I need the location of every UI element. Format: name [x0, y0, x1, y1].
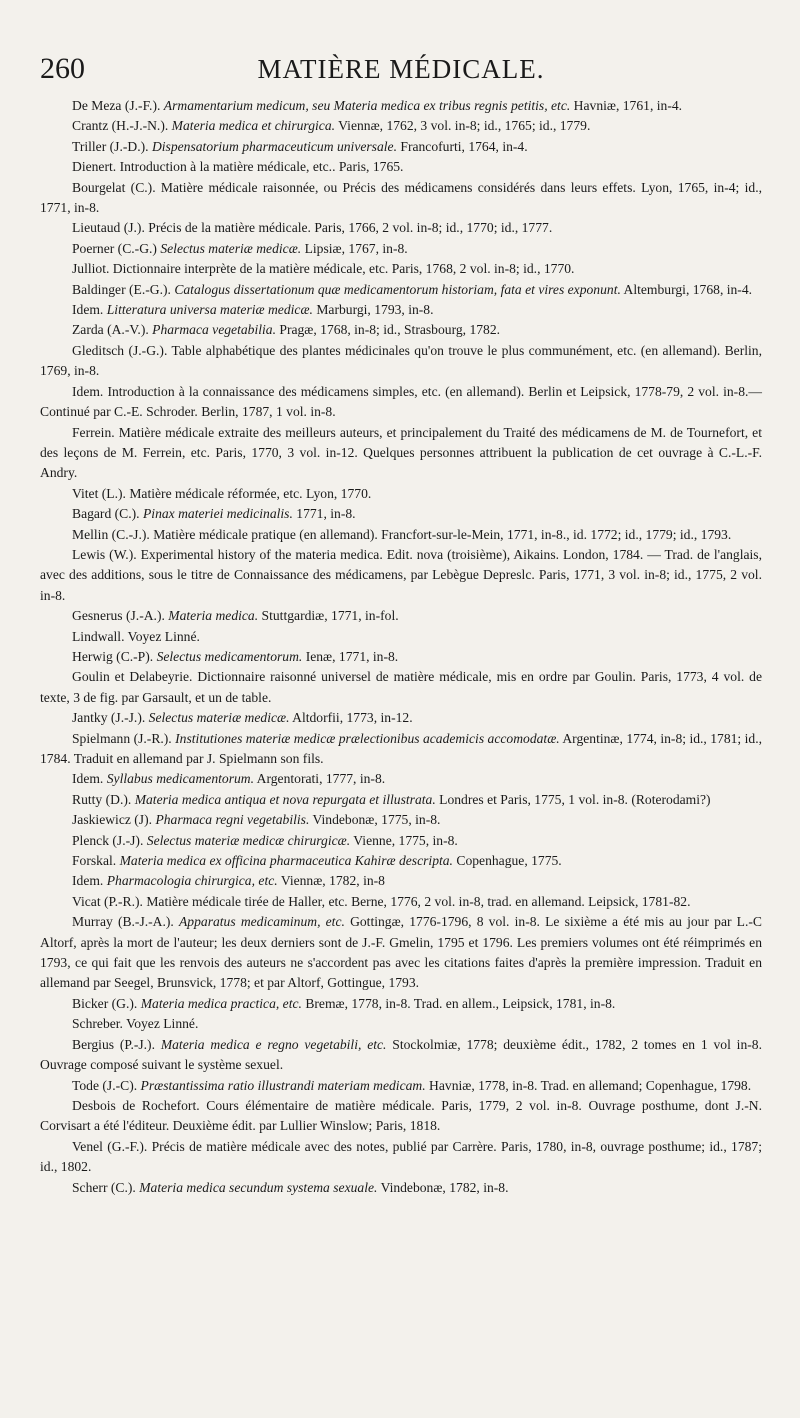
bibliography-entry [40, 218, 762, 238]
entry-title: Materia medica antiqua et nova repurgata et illustrata. [134, 791, 436, 807]
entry-details: Vienne, 1775, in-8. [353, 832, 458, 848]
bibliography-entry [40, 178, 762, 219]
entry-author: Vicat (P.-R.). [72, 893, 143, 909]
entry-details: Introduction à la matière médicale, etc.. Paris, 1765. [119, 159, 404, 175]
bibliography-entry [40, 320, 762, 340]
entry-author: Bergius (P.-J.). [72, 1036, 155, 1052]
entry-author: Lieutaud (J.). [72, 220, 145, 236]
entry-author: Rutty (D.). [72, 791, 132, 807]
bibliography-entry [40, 423, 762, 484]
entry-details: Matière médicale réformée, etc. Lyon, 1770. [129, 485, 372, 501]
bibliography-entry [40, 769, 762, 789]
entry-author: Gleditsch (J.-G.). [72, 342, 168, 358]
entry-author: Julliot. [72, 261, 110, 277]
entry-title: Syllabus medicamentorum. [106, 771, 254, 787]
entry-author: Dienert. [72, 159, 117, 175]
entry-details: Stockolmiæ, 1778; deuxième édit., 1782, 2 tomes en 1 vol in-8. Ouvrage composé suivant le système sexuel. [40, 1036, 762, 1073]
entry-details: Matière médicale pratique (en allemand). Francfort-sur-le-Mein, 1771, in-8., id. 1772; id., 1779; id., 1793. [153, 526, 732, 542]
entry-author: Vitet (L.). [72, 485, 126, 501]
entry-details: Vindebonæ, 1782, in-8. [380, 1179, 509, 1195]
entry-title: Apparatus medicaminum, etc. [179, 914, 345, 930]
entry-title: Præstantissima ratio illustrandi materiam medicam. [140, 1077, 426, 1093]
entry-author: Idem. [72, 302, 104, 318]
entry-author: Spielmann (J.-R.). [72, 730, 172, 746]
bibliography-entry [40, 790, 762, 810]
entry-details: Voyez Linné. [126, 1016, 199, 1032]
entry-details: Voyez Linné. [127, 628, 200, 644]
entry-title: Pharmaca regni vegetabilis. [155, 812, 310, 828]
entry-title: Materia medica e regno vegetabili, etc. [160, 1036, 387, 1052]
entry-title: Pinax materiei medicinalis. [142, 506, 293, 522]
bibliography-entry [40, 1096, 762, 1137]
bibliography-entry [40, 484, 762, 504]
entry-title: Pharmaca vegetabilia. [152, 322, 276, 338]
entry-details: Francofurti, 1764, in-4. [400, 138, 528, 154]
entry-details: Table alphabétique des plantes médicinales qu'on trouve le plus communément, etc. (en allemand). Berlin, 1769, in-8. [40, 342, 762, 379]
entry-author: Zarda (A.-V.). [72, 322, 149, 338]
entry-details: Altemburgi, 1768, in-4. [623, 281, 753, 297]
bibliography-entry [40, 667, 762, 708]
entry-details: Argentorati, 1777, in-8. [256, 771, 386, 787]
page-number: 260 [40, 52, 85, 85]
entry-author: Jaskiewicz (J). [72, 812, 153, 828]
entry-author: Plenck (J.-J). [72, 832, 144, 848]
bibliography-entry [40, 382, 762, 423]
entry-title: Materia medica. [168, 608, 259, 624]
entry-details: Stuttgardiæ, 1771, in-fol. [261, 608, 399, 624]
entry-details: Dictionnaire raisonné universel de matière médicale, mis en ordre par Goulin. Paris, 1773, 4 vol. de texte, 3 de fig. par Garsault, et un de table. [40, 669, 762, 705]
entry-author: Ferrein. [72, 424, 115, 440]
entry-details: Argentinæ, 1774, in-8; id., 1781; id., 1784. Traduit en allemand par J. Spielmann son fils. [40, 730, 763, 766]
entry-details: Dictionnaire interprète de la matière médicale, etc. Paris, 1768, 2 vol. in-8; id., 1770. [112, 261, 575, 277]
bibliography-entry [40, 259, 762, 279]
bibliography-entry [40, 647, 762, 667]
entry-details: Marburgi, 1793, in-8. [316, 302, 434, 318]
entry-title: Institutiones materiæ medicæ prælectionibus academicis accomodatæ. [175, 730, 560, 746]
bibliography-entry [40, 606, 762, 626]
entry-author: Bagard (C.). [72, 506, 140, 522]
bibliography-entry [40, 892, 762, 912]
entry-title: Materia medica secundum systema sexuale. [139, 1179, 378, 1195]
bibliography-entry [40, 1137, 762, 1178]
entry-details: Londres et Paris, 1775, 1 vol. in-8. (Roterodami?) [439, 791, 711, 807]
entry-title: Pharmacologia chirurgica, etc. [106, 873, 278, 889]
entry-author: Scherr (C.). [72, 1179, 136, 1195]
bibliography-entry [40, 994, 762, 1014]
entry-author: Bicker (G.). [72, 995, 138, 1011]
bibliography-entry [40, 280, 762, 300]
entry-title: Selectus materiæ medicæ chirurgicæ. [146, 832, 351, 848]
entry-details: Précis de la matière médicale. Paris, 1766, 2 vol. in-8; id., 1770; id., 1777. [148, 220, 553, 236]
entry-details: Havniæ, 1778, in-8. Trad. en allemand; Copenhague, 1798. [429, 1077, 752, 1093]
entry-author: Crantz (H.-J.-N.). [72, 118, 169, 134]
entry-author: Venel (G.-F.). [72, 1138, 148, 1154]
bibliography-entry [40, 851, 762, 871]
entry-details: Ienæ, 1771, in-8. [305, 648, 399, 664]
bibliography-entry [40, 96, 762, 116]
entry-author: Murray (B.-J.-A.). [72, 914, 174, 930]
bibliography-entry [40, 708, 762, 728]
entry-author: Lindwall. [72, 628, 125, 644]
bibliography-entry [40, 545, 762, 606]
bibliography-entry [40, 871, 762, 891]
entry-author: Desbois de Rochefort. [72, 1097, 200, 1113]
entry-author: Mellin (C.-J.). [72, 526, 150, 542]
entry-author: Idem. [72, 383, 104, 399]
entry-details: Viennæ, 1782, in-8 [280, 873, 385, 889]
entry-details: Précis de matière médicale avec des notes, publié par Carrère. Paris, 1780, in-8, ouvrage posthume; id., 1787; id., 1802. [40, 1138, 762, 1175]
entry-author: Jantky (J.-J.). [72, 710, 146, 726]
bibliography-entry [40, 912, 762, 994]
entry-details: Copenhague, 1775. [456, 853, 562, 869]
bibliography-entry [40, 1014, 762, 1034]
bibliography-entry [40, 116, 762, 136]
entry-title: Selectus materiæ medicæ. [160, 240, 302, 256]
bibliography-entry [40, 810, 762, 830]
entry-title: Materia medica practica, etc. [140, 995, 302, 1011]
entry-author: Forskal. [72, 853, 117, 869]
entry-author: Bourgelat (C.). [72, 179, 156, 195]
entry-author: Baldinger (E.-G.). [72, 281, 171, 297]
entry-title: Selectus medicamentorum. [156, 648, 303, 664]
entry-author: Lewis (W.). [72, 546, 137, 562]
bibliography-entry [40, 504, 762, 524]
entry-details: Gottingæ, 1776-1796, 8 vol. in-8. Le sixième a été mis au jour par L.-C Altorf, après la mort de l'auteur; les deux derniers sont de J.-F. Gmelin, 1795 et 1796. Les premiers volumes ont été réimprimés en 1793, ce qui fait que les renvois des auteurs ne s'accordent pas avec les citations faites d'après la première impression. Traduit en allemand par Seegel, Brunsvick, 1778; et par Altorf, Gottingue, 1793. [40, 914, 762, 991]
entry-title: Dispensatorium pharmaceuticum universale. [151, 138, 397, 154]
bibliography-entry [40, 239, 762, 259]
entry-details: 1771, in-8. [296, 506, 356, 522]
entry-title: Catalogus dissertationum quæ medicamentorum historiam, fata et vires exponunt. [174, 281, 621, 297]
entry-author: Tode (J.-C). [72, 1077, 138, 1093]
entry-details: Matière médicale extraite des meilleurs auteurs, et principalement du Traité des médicamens de M. de Tournefort, et des leçons de M. Ferrein, etc. Paris, 1770, 3 vol. in-12. Quelques personnes attribuent la publication de cet ouvrage à C.-L.-F. Andry. [40, 424, 762, 481]
entry-details: Cours élémentaire de matière médicale. Paris, 1779, 2 vol. in-8. Ouvrage posthume, dont J.-N. Corvisart a été l'éditeur. Deuxième édit. par Lullier Winslow; Paris, 1818. [40, 1097, 762, 1134]
entry-details: Havniæ, 1761, in-4. [573, 98, 683, 113]
bibliography-entry [40, 341, 762, 382]
entry-title: Materia medica et chirurgica. [171, 118, 336, 134]
entry-details: Bremæ, 1778, in-8. Trad. en allem., Leipsick, 1781, in-8. [305, 995, 616, 1011]
entry-details: Viennæ, 1762, 3 vol. in-8; id., 1765; id., 1779. [338, 118, 591, 134]
bibliography-entry [40, 1178, 762, 1198]
entry-author: Schreber. [72, 1016, 123, 1032]
bibliography-entry [40, 525, 762, 545]
entry-details: Introduction à la connaissance des médicamens simples, etc. (en allemand). Berlin et Leipsick, 1778-79, 2 vol. in-8.— Continué par C.-E. Schroder. Berlin, 1787, 1 vol. in-8. [40, 383, 762, 420]
entry-title: Armamentarium medicum, seu Materia medica ex tribus regnis petitis, etc. [163, 98, 571, 113]
entry-details: Experimental history of the materia medica. Edit. nova (troisième), Aikains. London, 1784. — Trad. de l'anglais, avec des additions, sous le titre de Connaissance des médicamens, par Lebègue Depreslc. Paris, 1771, 3 vol. in-8; id., 1775, 2 vol. in-8. [40, 546, 762, 603]
bibliography-entry [40, 1076, 762, 1096]
entry-author: Goulin et Delabeyrie. [72, 669, 193, 685]
entry-details: Lipsiæ, 1767, in-8. [304, 240, 408, 256]
entry-details: Matière médicale tirée de Haller, etc. Berne, 1776, 2 vol. in-8, trad. en allemand. Leipsick, 1781-82. [146, 893, 691, 909]
entry-details: Vindebonæ, 1775, in-8. [312, 812, 441, 828]
entry-author: Poerner (C.-G.) [72, 240, 157, 256]
bibliography-entry [40, 137, 762, 157]
bibliography-entry [40, 300, 762, 320]
running-title: MATIÈRE MÉDICALE. [257, 54, 545, 84]
bibliography-entry [40, 1035, 762, 1076]
entry-title: Materia medica ex officina pharmaceutica Kahiræ descripta. [119, 853, 453, 869]
entry-details: Altdorfii, 1773, in-12. [292, 710, 413, 726]
bibliography-entry [40, 729, 762, 770]
entry-title: Selectus materiæ medicæ. [148, 710, 290, 726]
entry-author: Idem. [72, 771, 104, 787]
entry-author: Idem. [72, 873, 104, 889]
bibliography-entry [40, 831, 762, 851]
page-header [40, 44, 762, 94]
bibliography-entry [40, 627, 762, 647]
entry-details: Pragæ, 1768, in-8; id., Strasbourg, 1782. [279, 322, 501, 338]
entry-author: Triller (J.-D.). [72, 138, 149, 154]
bibliography-entry [40, 157, 762, 177]
entry-details: Matière médicale raisonnée, ou Précis des médicamens considérés dans leurs effets. Lyon, 1765, in-4; id., 1771, in-8. [40, 179, 762, 216]
entry-author: Gesnerus (J.-A.). [72, 608, 165, 624]
entry-author: Herwig (C.-P). [72, 648, 154, 664]
entry-author: De Meza (J.-F.). [72, 98, 161, 113]
entry-title: Litteratura universa materiæ medicæ. [106, 302, 313, 318]
bibliography-list [40, 96, 762, 1198]
